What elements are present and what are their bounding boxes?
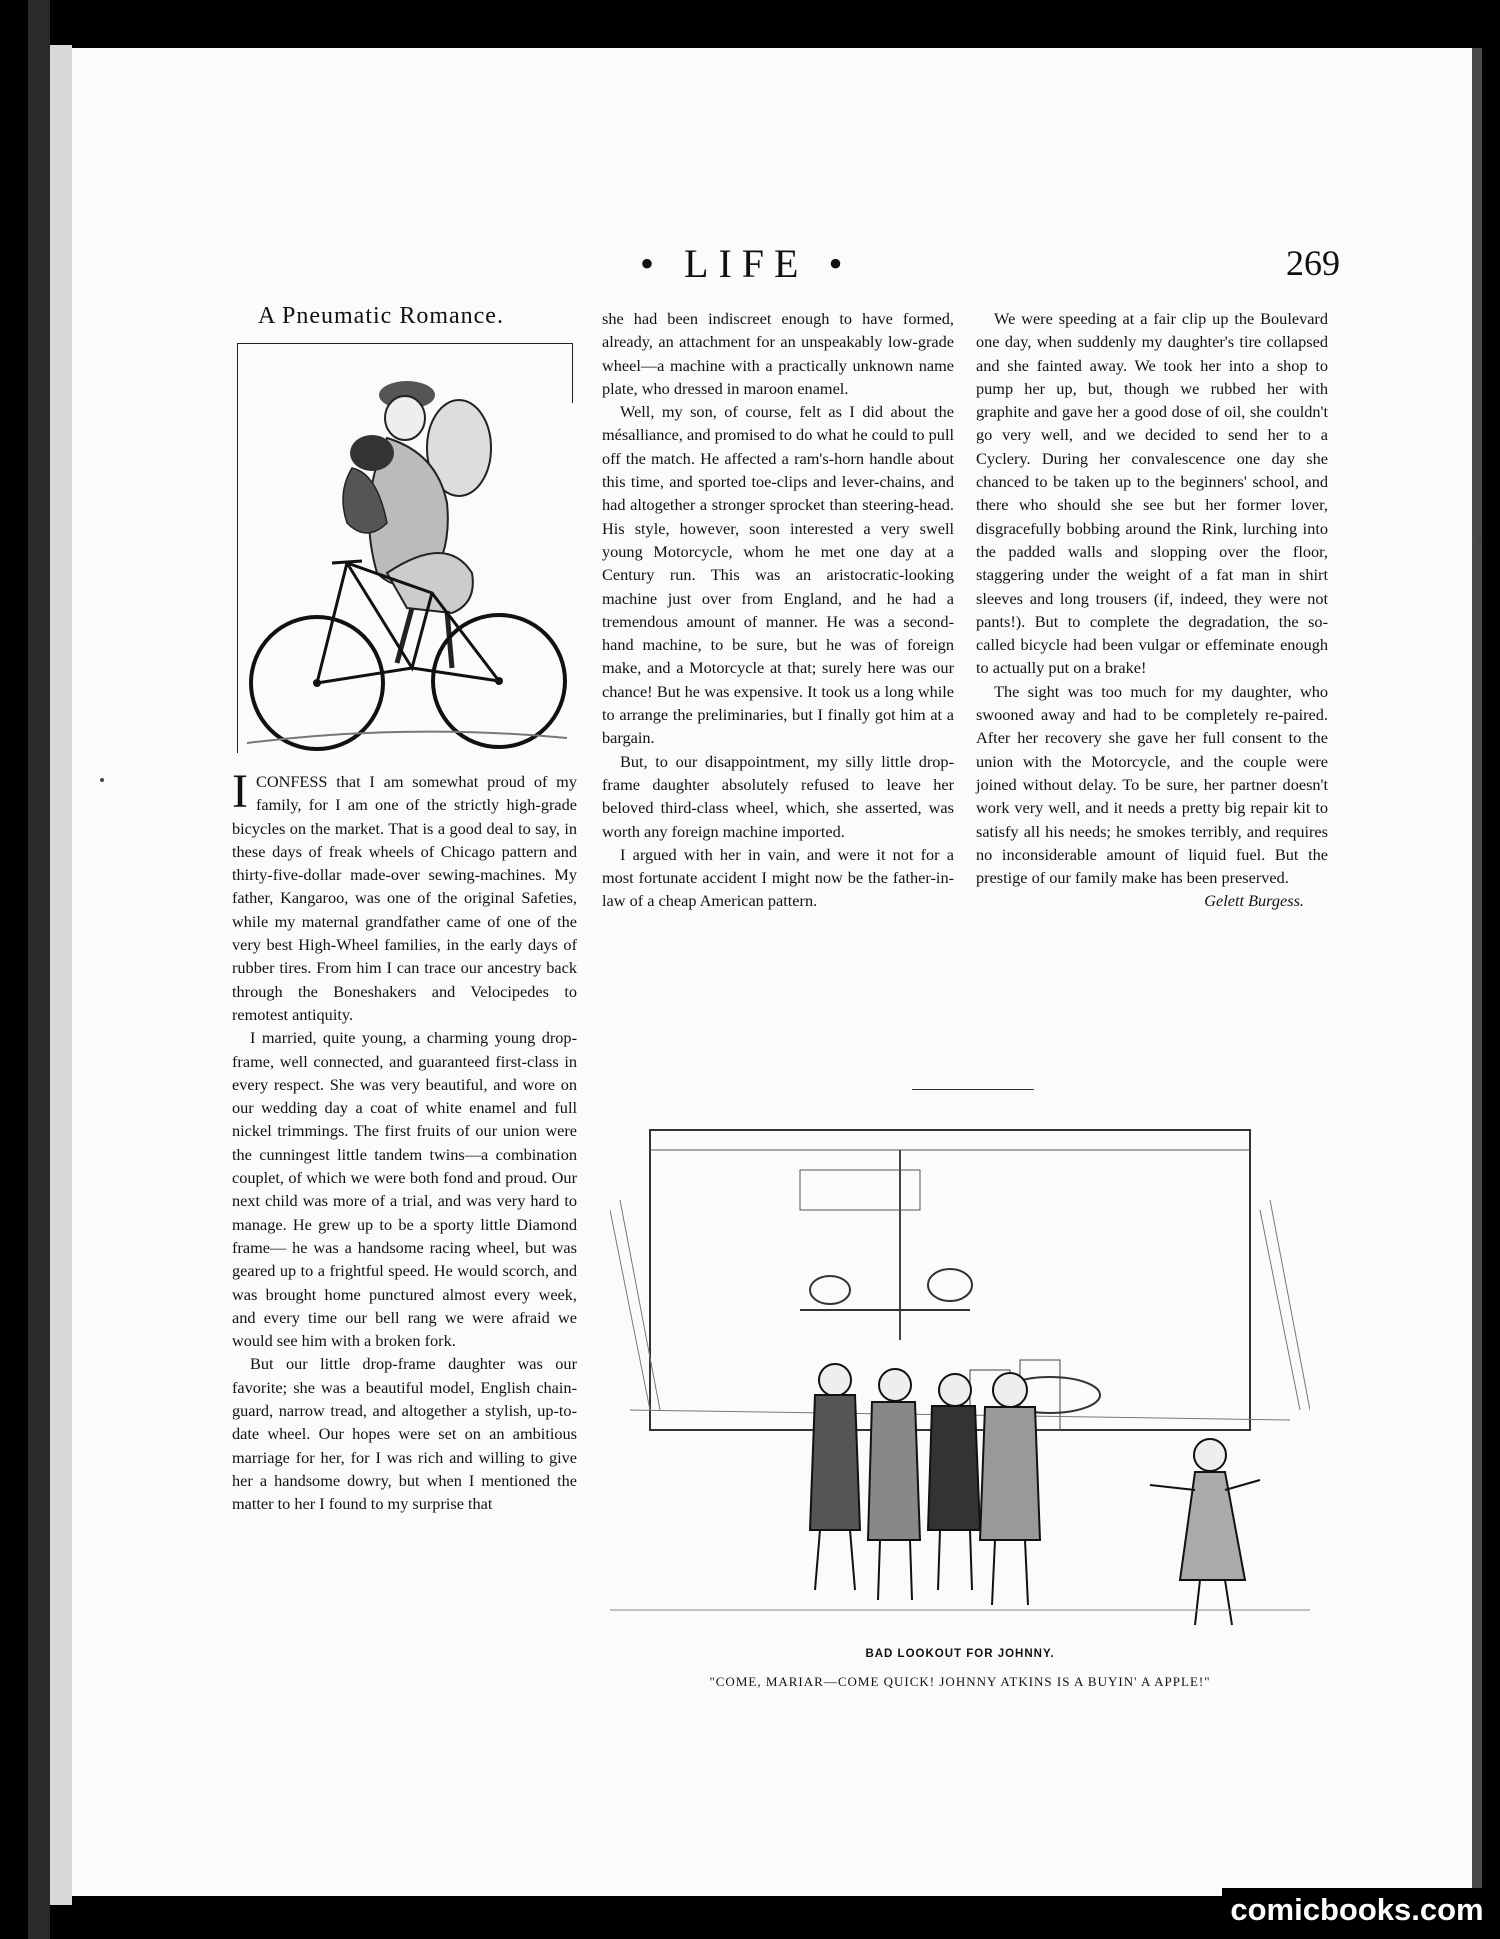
section-divider <box>912 1089 1034 1090</box>
site-watermark: comicbooks.com <box>1222 1888 1492 1932</box>
masthead: • LIFE • <box>640 241 853 286</box>
article-paragraph: The sight was too much for my daughter, who swooned away and had to be completely re-paired. After her recovery she gave her full consent to the union with the Motorcycle, and the couple were joined without delay. To be sure, her partner doesn't work very well, and it needs a pretty big repair kit to satisfy all his needs; he smokes terribly, and requires no inconsiderable amount of liquid fuel. But the prestige of our family make has been preserved. <box>976 681 1328 888</box>
article-paragraph: But our little drop-frame daughter was our favorite; she was a beautiful model, English chain-guard, narrow tread, and altogether a stylish, up-to-date wheel. Our hopes were set on an ambitious marriage for her, for I was rich and willing to give her a handsome dowry, but when I mentioned the matter to her I found to my surprise that <box>232 1354 577 1514</box>
article-paragraph: Well, my son, of course, felt as I did about the mésalliance, and promised to do what he could to pull off the match. He affected a ram's-horn handle about this time, and sported toe-clips and lever-chains, and had altogether a stronger sprocket than steering-head. His style, however, soon interested a very swell young Motorcycle, whom he met one day at a Century run. This was an aristocratic-looking machine just over from England, and he had a tremendous amount of manner. He was a second-hand machine, to be sure, but he was of foreign make, and a Motorcycle at that; surely here was our chance! But he was expensive. It took us a long while to arrange the preliminaries, but I finally got him at a bargain. <box>602 402 954 748</box>
margin-speck <box>100 778 104 782</box>
article-paragraph: We were speeding at a fair clip up the Boulevard one day, when suddenly my daughter's tire collapsed and she fainted away. We took her into a shop to pump her up, but, though we rubbed her with graphite and gave her a good dose of oil, she couldn't go very well, and we decided to send her to a Cyclery. During her convalescence one day she chanced to be taken up to the beginners' school, and there who should she see but her former lover, disgracefully bobbing around the Rink, lurching into the padded walls and slopping over the floor, staggering under the weight of a fat man in shirt sleeves and long trousers (if, indeed, they were not pants!). But to complete the degradation, the so-called bicycle had been vulgar or effeminate enough to actually put on a brake! <box>976 309 1328 678</box>
cartoon-caption-quote: "COME, MARIAR—COME QUICK! JOHNNY ATKINS IS A BUYIN' A APPLE!" <box>709 1674 1211 1689</box>
article-paragraph: I argued with her in vain, and were it not for a most fortunate accident I might now be the father-in-law of a cheap American pattern. <box>602 844 954 911</box>
author-signature: Gelett Burgess. <box>1204 891 1304 911</box>
margin-speck <box>1478 540 1482 544</box>
article-paragraph: she had been indiscreet enough to have formed, already, an attachment for an unspeakably low-grade wheel—a machine with a practically unknown name plate, who dressed in maroon enamel. <box>602 309 954 398</box>
article-paragraph-1: ICONFESS that I am somewhat proud of my family, for I am one of the strictly high-grade bicycles on the market. That is a good deal to say, in these days of freak wheels of Chicago pattern and thirty-five-dollar made-over sewing-machines. My father, Kangaroo, was one of the original Safeties, while my maternal grandfather came of one of the very best High-Wheel families, in the early days of rubber tires. From him I can trace our ancestry back through the Boneshakers and Velocipedes to remotest antiquity. <box>232 765 577 1024</box>
article-paragraph: But, to our disappointment, my silly little drop-frame daughter absolutely refused to leave her beloved third-class wheel, which, she asserted, was worth any foreign machine imported. <box>602 751 954 841</box>
page-edge-shadow <box>1472 48 1482 1896</box>
cartoon-illustration <box>610 1110 1310 1640</box>
article-column-1 <box>232 765 577 1516</box>
article-column-2 <box>602 307 954 913</box>
article-title: A Pneumatic Romance. <box>258 303 504 329</box>
article-paragraph: I married, quite young, a charming young drop-frame, well connected, and guaranteed first-class in every respect. She was very beautiful, and wore on our wedding day a coat of white enamel and full nickel trimmings. The first fruits of our union were the cunningest little tandem twins—a combination couplet, of which we were both fond and proud. Our next child was more of a trial, and was very hard to manage. He grew up to be a sporty little Diamond frame— he was a handsome racing wheel, but was geared up to a frightful speed. He would scorch, and was brought home punctured almost every week, and every time our bell rang we were afraid we would see him with a broken fork. <box>232 1028 577 1351</box>
page-number: 269 <box>1286 243 1340 283</box>
article-column-3 <box>976 307 1328 913</box>
facing-page-edge <box>50 45 72 1905</box>
drop-cap: I <box>232 765 248 818</box>
cartoon-caption-title: BAD LOOKOUT FOR JOHNNY. <box>865 1648 1055 1660</box>
bicycle-rider-illustration <box>237 343 573 763</box>
book-spine <box>28 0 50 1939</box>
